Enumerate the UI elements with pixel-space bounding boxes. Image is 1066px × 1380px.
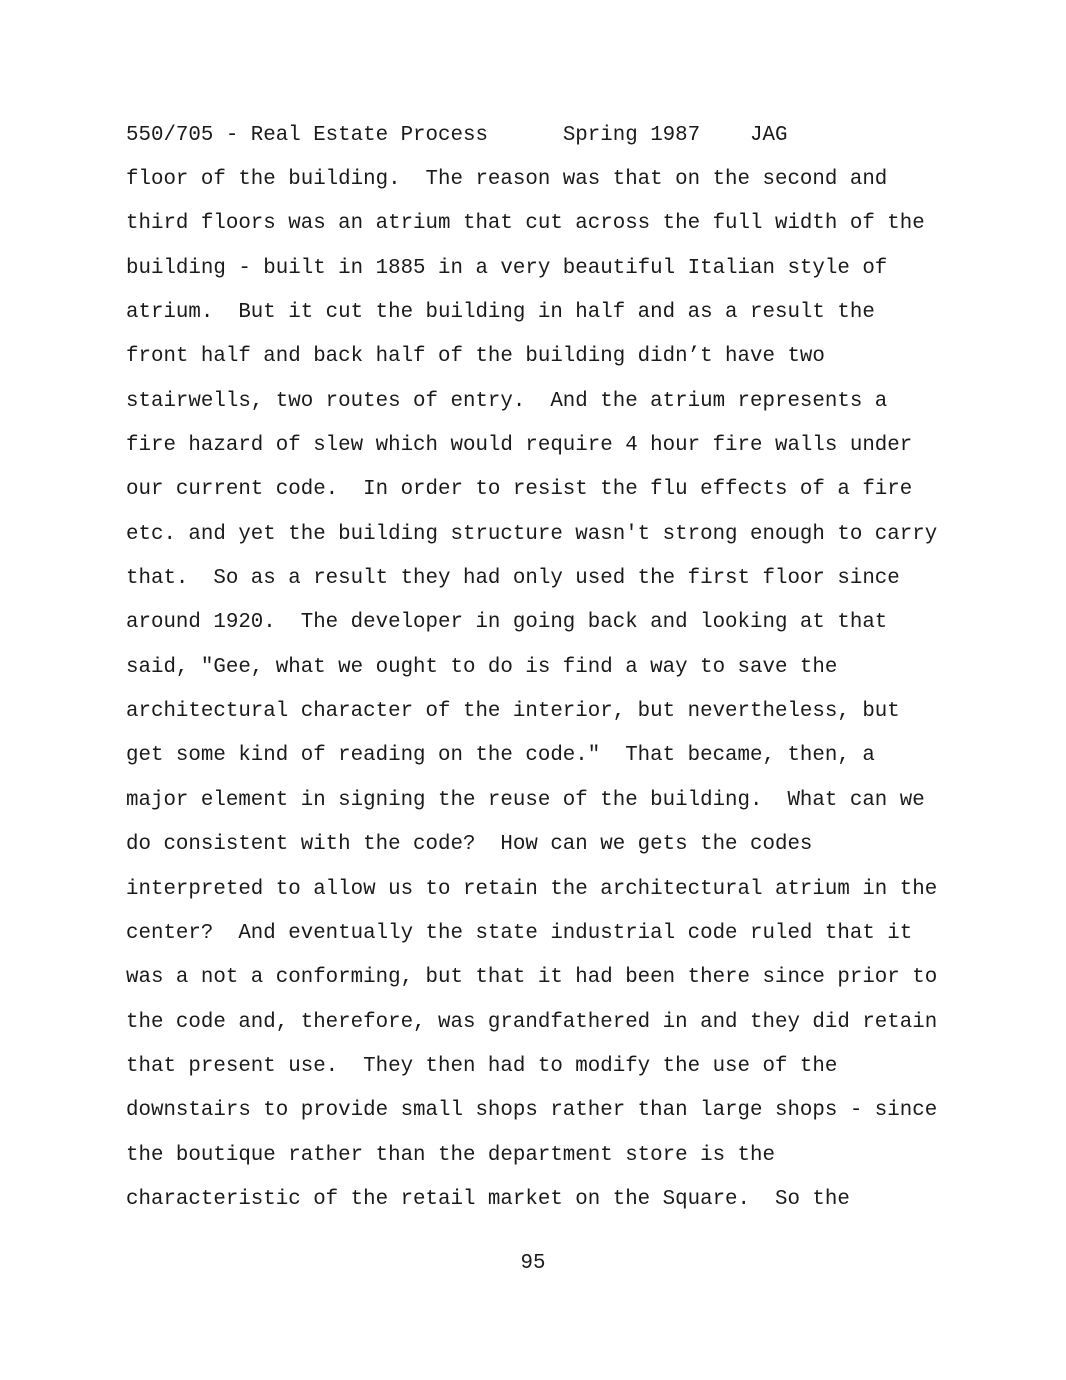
text-line: our current code. In order to resist the flu effects of a fire: [126, 478, 913, 502]
text-line: that present use. They then had to modify the use of the: [126, 1054, 838, 1078]
text-line: the code and, therefore, was grandfathered in and they did retain: [126, 1010, 938, 1034]
term: Spring 1987: [562, 124, 701, 147]
text-line: front half and back half of the building didn’t have two: [126, 345, 825, 369]
text-line: atrium. But it cut the building in half and as a result the: [126, 301, 875, 325]
text-line: that. So as a result they had only used the first floor since: [126, 567, 900, 591]
text-line: center? And eventually the state industrial code ruled that it: [126, 921, 913, 945]
text-line: third floors was an atrium that cut across the full width of the: [126, 212, 925, 236]
text-line: around 1920. The developer in going back and looking at that: [126, 611, 888, 635]
text-line: said, "Gee, what we ought to do is find a way to save the: [126, 655, 838, 679]
text-line: architectural character of the interior, but nevertheless, but: [126, 700, 900, 724]
text-line: do consistent with the code? How can we gets the codes: [126, 833, 813, 857]
text-line: building - built in 1885 in a very beautiful Italian style of: [126, 256, 888, 280]
text-line: etc. and yet the building structure wasn't strong enough to carry: [126, 522, 938, 546]
text-line: downstairs to provide small shops rather than large shops - since: [126, 1099, 938, 1123]
running-header: [126, 124, 788, 148]
text-line: the boutique rather than the department store is the: [126, 1143, 775, 1167]
body-text: [126, 168, 937, 1232]
text-line: fire hazard of slew which would require 4 hour fire walls under: [126, 434, 913, 458]
text-line: stairwells, two routes of entry. And the atrium represents a: [126, 389, 888, 413]
text-line: characteristic of the retail market on the Square. So the: [126, 1187, 850, 1211]
text-line: was a not a conforming, but that it had been there since prior to: [126, 966, 938, 990]
text-line: interpreted to allow us to retain the architectural atrium in the: [126, 877, 938, 901]
author-initials: JAG: [750, 124, 788, 147]
text-line: floor of the building. The reason was that on the second and: [126, 168, 888, 191]
page-number: 95: [520, 1252, 546, 1275]
text-line: major element in signing the reuse of the building. What can we: [126, 788, 925, 812]
text-line: get some kind of reading on the code." That became, then, a: [126, 744, 875, 768]
course-title: 550/705 - Real Estate Process: [126, 124, 488, 147]
